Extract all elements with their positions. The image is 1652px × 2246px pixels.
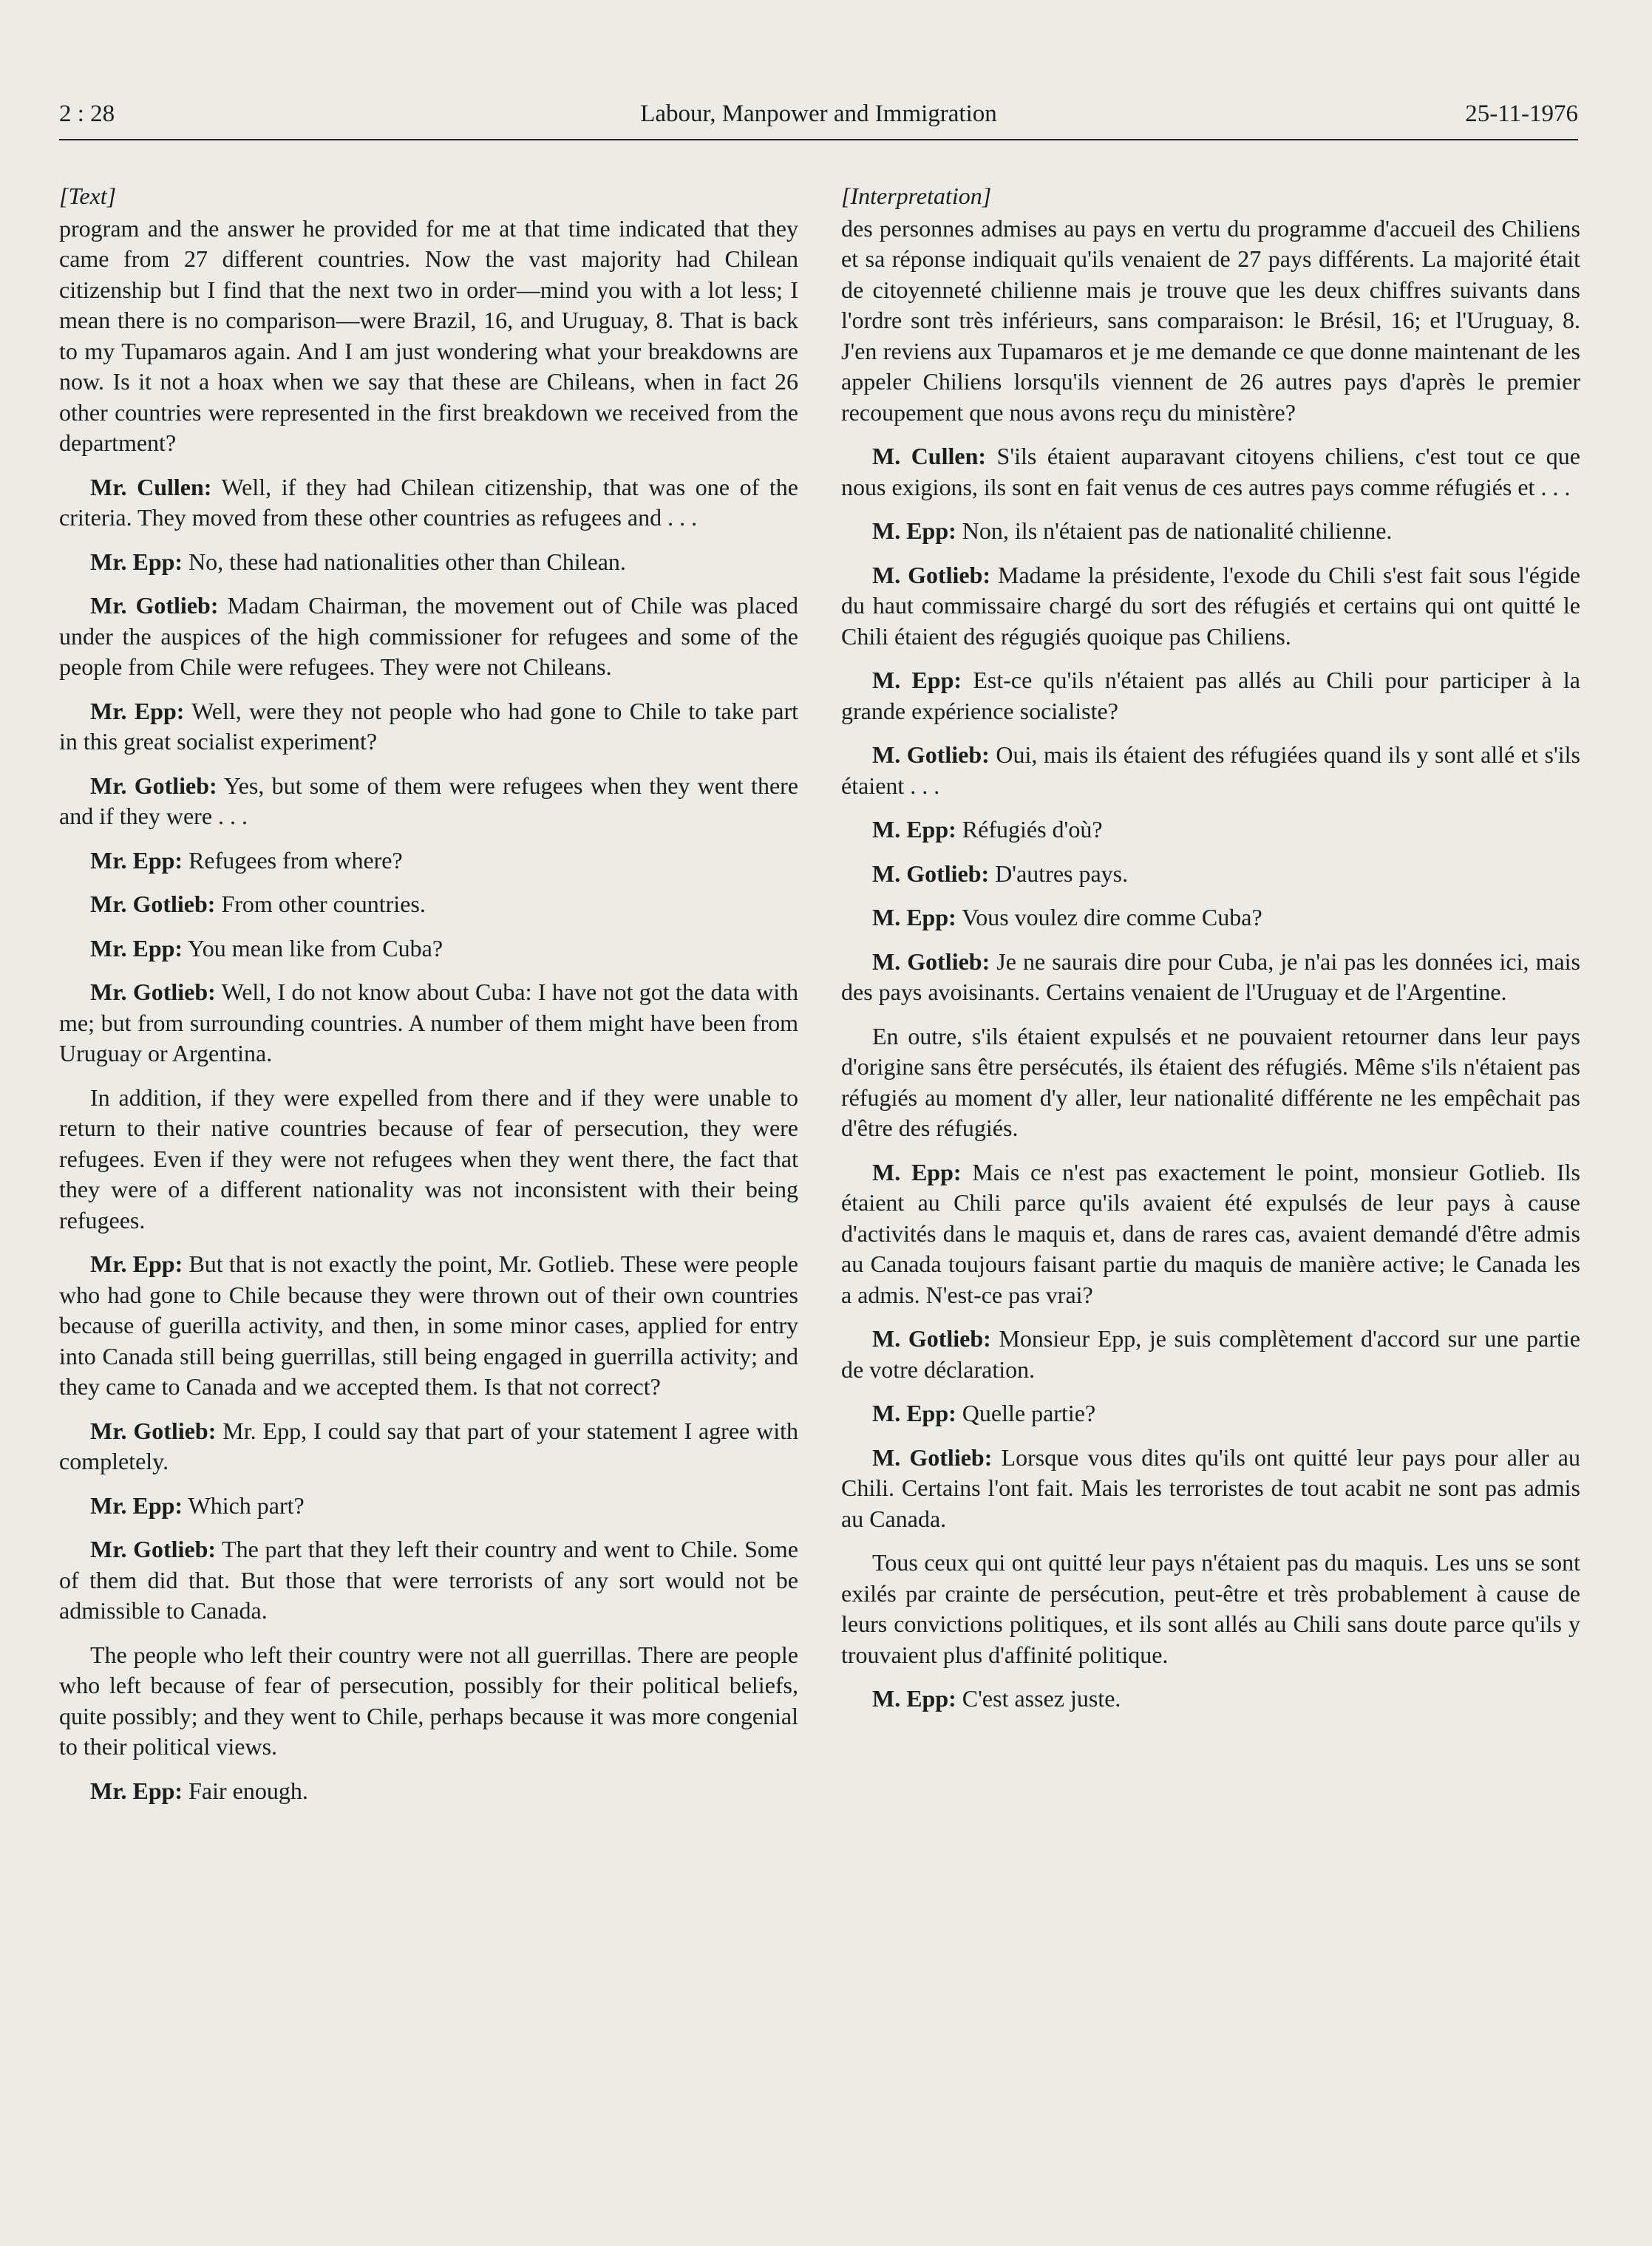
speaker-name: M. Epp:	[872, 667, 962, 693]
speaker-name: M. Epp:	[872, 1400, 956, 1426]
speaker-name: M. Gotlieb:	[872, 947, 990, 975]
paragraph-text: Well, I do not know about Cuba: I have not got the data with me; but from surrounding countries. A number of them might have been from Uruguay or Argentina.	[59, 979, 799, 1066]
transcript-paragraph	[59, 1776, 798, 1807]
speaker-name: M. Epp:	[872, 1685, 956, 1712]
page-number: 2 : 28	[59, 101, 115, 127]
speaker-name: Mr. Gotlieb:	[90, 592, 219, 619]
paragraph-text: Madame la présidente, l'exode du Chili s'est fait sous l'égide du haut commissaire chargé du sort des réfugiés et certains qui ont quitté le Chili étaient des régugiés quoique pas Chiliens.	[841, 561, 1581, 650]
speaker-name: Mr. Epp:	[90, 1491, 183, 1519]
paragraph-text: Madam Chairman, the movement out of Chile was placed under the auspices of the high commissioner for refugees and some of the people from Chile were refugees. They were not Chileans.	[59, 592, 799, 680]
paragraph-text: Well, if they had Chilean citizenship, that was one of the criteria. They moved from these other countries as refugees and . . .	[59, 473, 799, 531]
transcript-paragraph	[59, 472, 798, 534]
transcript-paragraph	[59, 1083, 798, 1236]
paragraph-text: C'est assez juste.	[956, 1685, 1121, 1712]
paragraph-text: Tous ceux qui ont quitté leur pays n'étaient pas du maquis. Les uns se sont exilés par crainte de persécution, peut-être et très probablement à cause de leurs convictions politiques, et ils sont allés au Chili sans doute parce qu'ils y trouvaient plus d'affinité politique.	[841, 1549, 1580, 1668]
speaker-name: Mr. Gotlieb:	[90, 891, 216, 917]
paragraph-text: The part that they left their country and went to Chile. Some of them did that. But those that were terrorists of any sort would not be admissible to Canada.	[59, 1536, 799, 1624]
speaker-name: M. Gotlieb:	[872, 1443, 993, 1471]
page-header	[59, 95, 1578, 136]
column-label: [Text]	[59, 183, 117, 209]
paragraph-text: You mean like from Cuba?	[183, 934, 443, 962]
transcript-paragraph	[59, 1640, 798, 1763]
transcript-paragraph	[841, 1324, 1580, 1385]
transcript-paragraph	[841, 1157, 1580, 1311]
transcript-paragraph	[841, 1021, 1580, 1144]
paragraph-text: Lorsque vous dites qu'ils ont quitté leur pays pour aller au Chili. Certains l'ont fait. Mais les terroristes de tout acabit ne sont pas admis au Canada.	[841, 1443, 1581, 1532]
speaker-name: M. Epp:	[872, 904, 956, 930]
transcript-paragraph	[59, 696, 798, 758]
transcript-paragraph	[841, 740, 1580, 801]
transcript-paragraph	[59, 845, 798, 877]
paragraph-text: Yes, but some of them were refugees when they went there and if they were . . .	[59, 772, 799, 829]
transcript-paragraph	[59, 889, 798, 920]
paragraph-text: Est-ce qu'ils n'étaient pas allés au Chili pour participer à la grande expérience socialiste?	[841, 667, 1581, 724]
transcript-paragraph	[59, 1534, 798, 1627]
paragraph-text: des personnes admises au pays en vertu du programme d'accueil des Chiliens et sa réponse indiquait qu'ils venaient de 27 pays différents. La majorité était de citoyenneté chilienne mais je trouve que les deux chiffres suivants dans l'ordre sont très inférieurs, sans comparaison: le Brésil, 16; et l'Uruguay, 8. J'en reviens aux Tupamaros et je me demande ce que donne maintenant de les appeler Chiliens lorsqu'ils viennent de 26 autres pays d'après le premier recoupement que nous avons reçu du ministère?	[841, 214, 1580, 426]
transcript-paragraph	[59, 591, 798, 683]
speaker-name: Mr. Epp:	[90, 934, 183, 962]
speaker-name: M. Epp:	[872, 517, 956, 544]
paragraph-text: program and the answer he provided for me at that time indicated that they came from 27 different countries. Now the vast majority had Chilean citizenship but I find that the next two in order—mind you with a lot less; I mean there is no comparison—were Brazil, 16, and Uruguay, 8. That is back to my Tupamaros again. And I am just wondering what your breakdowns are now. Is it not a hoax when we say that these are Chileans, when in fact 26 other countries were represented in the first breakdown we received from the department?	[59, 214, 798, 456]
paragraph-text: Quelle partie?	[956, 1400, 1096, 1426]
column-label: [Interpretation]	[841, 183, 992, 209]
paragraph-text: No, these had nationalities other than Chilean.	[183, 548, 626, 575]
transcript-paragraph	[59, 1249, 798, 1403]
paragraph-text: Monsieur Epp, je suis complètement d'accord sur une partie de votre déclaration.	[841, 1325, 1581, 1383]
paragraph-text: Mais ce n'est pas exactement le point, monsieur Gotlieb. Ils étaient au Chili parce qu'ils avaient été expulsés de leur pays à cause d'activités dans le maquis et, dans de rares cas, avaient demandé d'être admis au Canada toujours faisant partie du maquis de manière active; le Canada les a admis. N'est-ce pas vrai?	[841, 1158, 1581, 1308]
speaker-name: M. Gotlieb:	[872, 1325, 991, 1352]
paragraph-text: Vous voulez dire comme Cuba?	[956, 904, 1262, 930]
header-rule	[59, 139, 1578, 140]
paragraph-text: D'autres pays.	[989, 860, 1129, 887]
paragraph-text: Which part?	[183, 1491, 305, 1519]
speaker-name: Mr. Cullen:	[90, 473, 212, 500]
transcript-paragraph	[841, 214, 1580, 429]
page-date: 25-11-1976	[1465, 101, 1578, 127]
transcript-paragraph	[59, 933, 798, 964]
transcript-paragraph	[59, 1491, 798, 1522]
transcript-paragraph	[841, 516, 1580, 547]
transcript-paragraph	[841, 1443, 1580, 1535]
transcript-paragraph	[841, 859, 1580, 890]
transcript-paragraph	[841, 1548, 1580, 1670]
transcript-paragraph	[841, 947, 1580, 1008]
paragraph-text: Je ne saurais dire pour Cuba, je n'ai pas les données ici, mais des pays avoisinants. Certains venaient de l'Uruguay et de l'Argentine.	[841, 947, 1581, 1005]
speaker-name: M. Gotlieb:	[872, 561, 991, 588]
speaker-name: M. Cullen:	[872, 443, 987, 469]
speaker-name: Mr. Gotlieb:	[90, 979, 216, 1005]
speaker-name: Mr. Epp:	[90, 697, 185, 724]
transcript-paragraph	[841, 902, 1580, 933]
paragraph-text: In addition, if they were expelled from there and if they were unable to return to their native countries because of fear of persecution, they were refugees. Even if they were not refugees when they went there, the fact that they were of a different nationality was not inconsistent with their being refugees.	[59, 1083, 798, 1233]
paragraph-text: Fair enough.	[183, 1777, 308, 1804]
speaker-name: Mr. Epp:	[90, 548, 183, 575]
english-column	[59, 181, 798, 1820]
speaker-name: Mr. Epp:	[90, 1777, 183, 1804]
paragraph-text: Non, ils n'étaient pas de nationalité chilienne.	[956, 517, 1393, 544]
transcript-paragraph	[59, 977, 798, 1069]
paragraph-text: Oui, mais ils étaient des réfugiées quand ils y sont allé et s'ils étaient . . .	[841, 741, 1581, 799]
paragraph-text: Mr. Epp, I could say that part of your statement I agree with completely.	[59, 1417, 799, 1474]
transcript-paragraph	[841, 441, 1580, 503]
speaker-name: M. Epp:	[872, 816, 956, 843]
transcript-paragraph	[59, 771, 798, 832]
transcript-paragraph	[841, 560, 1580, 653]
transcript-paragraph	[841, 814, 1580, 845]
speaker-name: Mr. Epp:	[90, 1250, 183, 1277]
paragraph-text: The people who left their country were not all guerrillas. There are people who left because of fear of persecution, possibly for their political beliefs, quite possibly; and they went to Chile, perhaps because it was more congenial to their political views.	[59, 1641, 798, 1760]
speaker-name: Mr. Gotlieb:	[90, 1536, 217, 1562]
paragraph-text: Refugees from where?	[183, 846, 403, 874]
paragraph-text: Well, were they not people who had gone to Chile to take part in this great socialist experiment?	[59, 697, 799, 755]
speaker-name: M. Gotlieb:	[872, 741, 990, 768]
french-column	[841, 181, 1580, 1728]
transcript-paragraph	[59, 214, 798, 459]
transcript-paragraph	[841, 1684, 1580, 1715]
transcript-paragraph	[59, 1416, 798, 1477]
paragraph-text: Réfugiés d'où?	[956, 816, 1103, 843]
speaker-name: Mr. Gotlieb:	[90, 772, 217, 799]
transcript-paragraph	[59, 547, 798, 578]
paragraph-text: From other countries.	[215, 891, 426, 917]
speaker-name: Mr. Epp:	[90, 846, 183, 874]
paragraph-text: En outre, s'ils étaient expulsés et ne pouvaient retourner dans leur pays d'origine sans être persécutés, ils étaient des réfugiés. Même s'ils n'étaient pas réfugiés au moment d'y aller, leur nationalité différente ne les empêchait pas d'être des réfugiés.	[841, 1022, 1580, 1141]
transcript-paragraph	[841, 665, 1580, 726]
page-title: Labour, Manpower and Immigration	[640, 101, 997, 127]
speaker-name: Mr. Gotlieb:	[90, 1417, 217, 1444]
paragraph-text: But that is not exactly the point, Mr. Gotlieb. These were people who had gone to Chile because they were thrown out of their own countries because of guerilla activity, and then, in some minor cases, applied for entry into Canada still being guerrillas, still being engaged in guerrilla activity; and they came to Canada and we accepted them. Is that not correct?	[59, 1250, 799, 1400]
transcript-paragraph	[841, 1398, 1580, 1429]
speaker-name: M. Epp:	[872, 1158, 962, 1185]
speaker-name: M. Gotlieb:	[872, 860, 990, 887]
paragraph-text: S'ils étaient auparavant citoyens chiliens, c'est tout ce que nous exigions, ils sont en fait venus de ces autres pays comme réfugiés et . . .	[841, 443, 1581, 500]
